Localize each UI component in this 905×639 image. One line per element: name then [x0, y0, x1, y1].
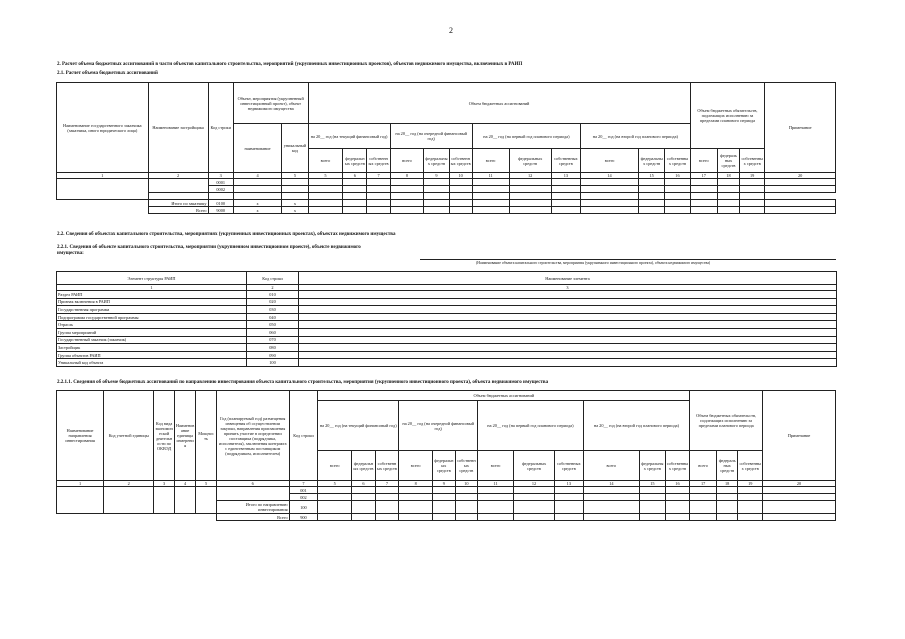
section-2-2-1-title-a: 2.2.1. Сведения об объекте капитального строительства, мероприятии (укрупненном инвестиционном проекте), объекте недвижимого: [57, 245, 361, 250]
col-code: Код строки: [289, 391, 318, 481]
col-year-plan2: на 20__ год (на второй год планового периода): [583, 401, 690, 451]
table-row: [57, 193, 836, 200]
col-unit: Код учетной единицы: [104, 391, 154, 481]
col-obligations: Объем бюджетных обязательств, подлежащих исполнению за пределами планового периода: [690, 83, 765, 149]
object-name-line: [420, 259, 836, 260]
col-fed: федеральных средств: [343, 149, 367, 173]
table-row: 0001: [57, 179, 836, 186]
table-row: 0002: [57, 186, 836, 193]
investment-direction-table: Наименование направления инвестирования Код учетной единицы Код вида экономической деятельности по ОКВЭД Наименование единицы измерения Мощность Год (планируемый год) размещения извещения об осуществлении закупки, направления приглашения принять участие в определении поставщика (подрядчика, исполнителя), заключения контракта с единственным поставщиком (подрядчиком, исполнителем) Код строки Объем бюджетных ассигнований Объем бюджетных обязательств, подлежащих исполнению за пределами планового периода Примечание на 20__ год (на текущий финансовый год) на 20__ год (на очередной финансовый год) на 20__ год (на первый год планового периода) на 20__ год (на второй год планового периода) всего федеральных средств собственных средств всего федеральных средств собственных средств всего федеральных средств собственных средств всего федеральных средств собственных средств всего федеральных средств собственных средств 1 2 3 4 5 6 7 5 6 7 8 9 10 11 12 13 14 15 16 17 18 19 20 001 002 Итого по направлению инвестирования 100 Всего 900: [56, 390, 836, 521]
table-row: Уникальный код объекта 100: [57, 359, 837, 367]
col-procurement-year: Год (планируемый год) размещения извещения об осуществлении закупки, направления приглашения принять участие в определении поставщика (подрядчика, исполнителя), заключения контракта с единственным поставщиком (подрядчиком, исполнителем): [216, 391, 289, 481]
section-2-2-title: 2.2. Сведения об объектах капитального строительства, мероприятиях (укрупненных инвестиционных проектах), объектах недвижимого имущества: [57, 232, 396, 237]
col-object-name: наименование: [233, 124, 281, 173]
table-row: Признак включения в РАИП 020: [57, 298, 837, 306]
direction-total-row: Итого по направлению инвестирования 100: [57, 501, 836, 514]
col-year-next: на 20__ год (на очередной финансовый год): [399, 401, 478, 451]
section-2-1-title: 2.1. Расчет объема бюджетных ассигнований: [57, 71, 158, 76]
col-note: Примечание: [765, 83, 836, 173]
column-numbers-row: 1 2 3 4 5 6 7 5 6 7 8 9 10 11 12 13 14 15 16 17 18 19 20: [57, 481, 836, 487]
col-total: всего: [581, 149, 639, 173]
col-developer: Наименование застройщика: [148, 83, 208, 173]
col-year-plan1: на 20__ год (на первый год планового периода): [478, 401, 584, 451]
col-note: Примечание: [763, 391, 836, 481]
column-numbers-row: 1 2 3: [57, 285, 837, 291]
col-year-plan2: на 20__ год (на второй год планового периода): [581, 124, 690, 149]
col-capacity: Мощность: [196, 391, 216, 481]
section-2-2-1-1-title: 2.2.1.1. Сведения об объеме бюджетных ассигнований по направлению инвестирования объекта капитального строительства, мероприятия (укрупненного инвестиционного проекта), объекта недвижимого имущества: [57, 380, 549, 385]
col-fed: федеральных средств: [509, 149, 551, 173]
col-own: собственных средств: [449, 149, 472, 173]
col-fed: федеральных средств: [639, 149, 665, 173]
col-code: Код строки: [247, 272, 299, 285]
table-row: Застройщик 080: [57, 344, 837, 352]
table-row: Группа объектов РАИП 090: [57, 351, 837, 359]
col-total: всего: [308, 149, 343, 173]
col-element-name: Наименование элемента: [299, 272, 837, 285]
col-volume: Объем бюджетных ассигнований: [308, 83, 690, 124]
col-own: собственных средств: [740, 149, 765, 173]
col-year-next: на 20__ год (на очередной финансовый год): [390, 124, 472, 149]
table-row: Раздел РАИП 010: [57, 291, 837, 299]
col-year-plan1: на 20__ год (на первый год планового периода): [472, 124, 580, 149]
col-volume: Объем бюджетных ассигнований: [318, 391, 690, 401]
column-numbers-row: 1 2 3 4 5 5 6 7 8 9 10 11 12 13 14 15 16 17 18 19 20: [57, 173, 836, 179]
grand-total-row: Всего 900: [57, 514, 836, 521]
col-year-current: на 20__ год (на текущий финансовый год): [318, 401, 399, 451]
col-direction: Наименование направления инвестирования: [57, 391, 104, 481]
raip-structure-table: [56, 271, 837, 367]
col-customer: Наименование государственного заказчика (заказчика, иного юридического лица): [57, 83, 149, 173]
col-object: Объект, мероприятия (укрупненный инвестиционный проект), объект недвижимого имущества: [233, 83, 308, 124]
table-row: 001: [57, 487, 836, 494]
section-2-2-1-title-b: имущества:: [57, 251, 84, 256]
col-own: собственных средств: [551, 149, 580, 173]
col-own: собственных средств: [665, 149, 690, 173]
col-year-current: на 20__ год (на текущий финансовый год): [308, 124, 390, 149]
grand-total-row: Всего 9000 x x: [57, 207, 836, 214]
table-row: Отрасль 050: [57, 321, 837, 329]
col-okved: Код вида экономической деятельности по ОКВЭД: [154, 391, 174, 481]
col-code: Код строки: [208, 83, 233, 173]
table-row: Подпрограмма государственной программы 040: [57, 313, 837, 321]
table-row: Государственный заказчик (заказчик) 070: [57, 336, 837, 344]
col-total: всего: [390, 149, 424, 173]
col-fed: федеральных средств: [424, 149, 449, 173]
col-element: Элемент структуры РАИП: [57, 272, 247, 285]
page-number: 2: [449, 26, 453, 35]
col-fed: федеральных средств: [717, 149, 739, 173]
table-row: Группа мероприятий 060: [57, 328, 837, 336]
col-total: всего: [690, 149, 717, 173]
section-2-title: 2. Расчет объема бюджетных ассигнований в части объектов капитального строительства, мероприятий (укрупненных инвестиционных проектов), объектов недвижимого имущества, включенных в РАИП: [57, 62, 523, 67]
col-own: собственных средств: [367, 149, 390, 173]
col-measure: Наименование единицы измерения: [174, 391, 196, 481]
customer-total-row: Итого по заказчику 0100 x x: [57, 200, 836, 207]
table-row: Государственная программа 030: [57, 306, 837, 314]
col-obligations: Объем бюджетных обязательств, подлежащих исполнению за пределами планового периода: [690, 391, 763, 451]
col-object-uid: уникальный код: [282, 124, 308, 173]
table-row: 002: [57, 494, 836, 501]
col-total: всего: [472, 149, 509, 173]
budget-allocation-table: [56, 82, 836, 214]
object-name-caption: (Наименование объекта капитального строительства, мероприятия (укрупненного инвестиционного проекта), объекта недвижимого имущества): [476, 261, 711, 265]
